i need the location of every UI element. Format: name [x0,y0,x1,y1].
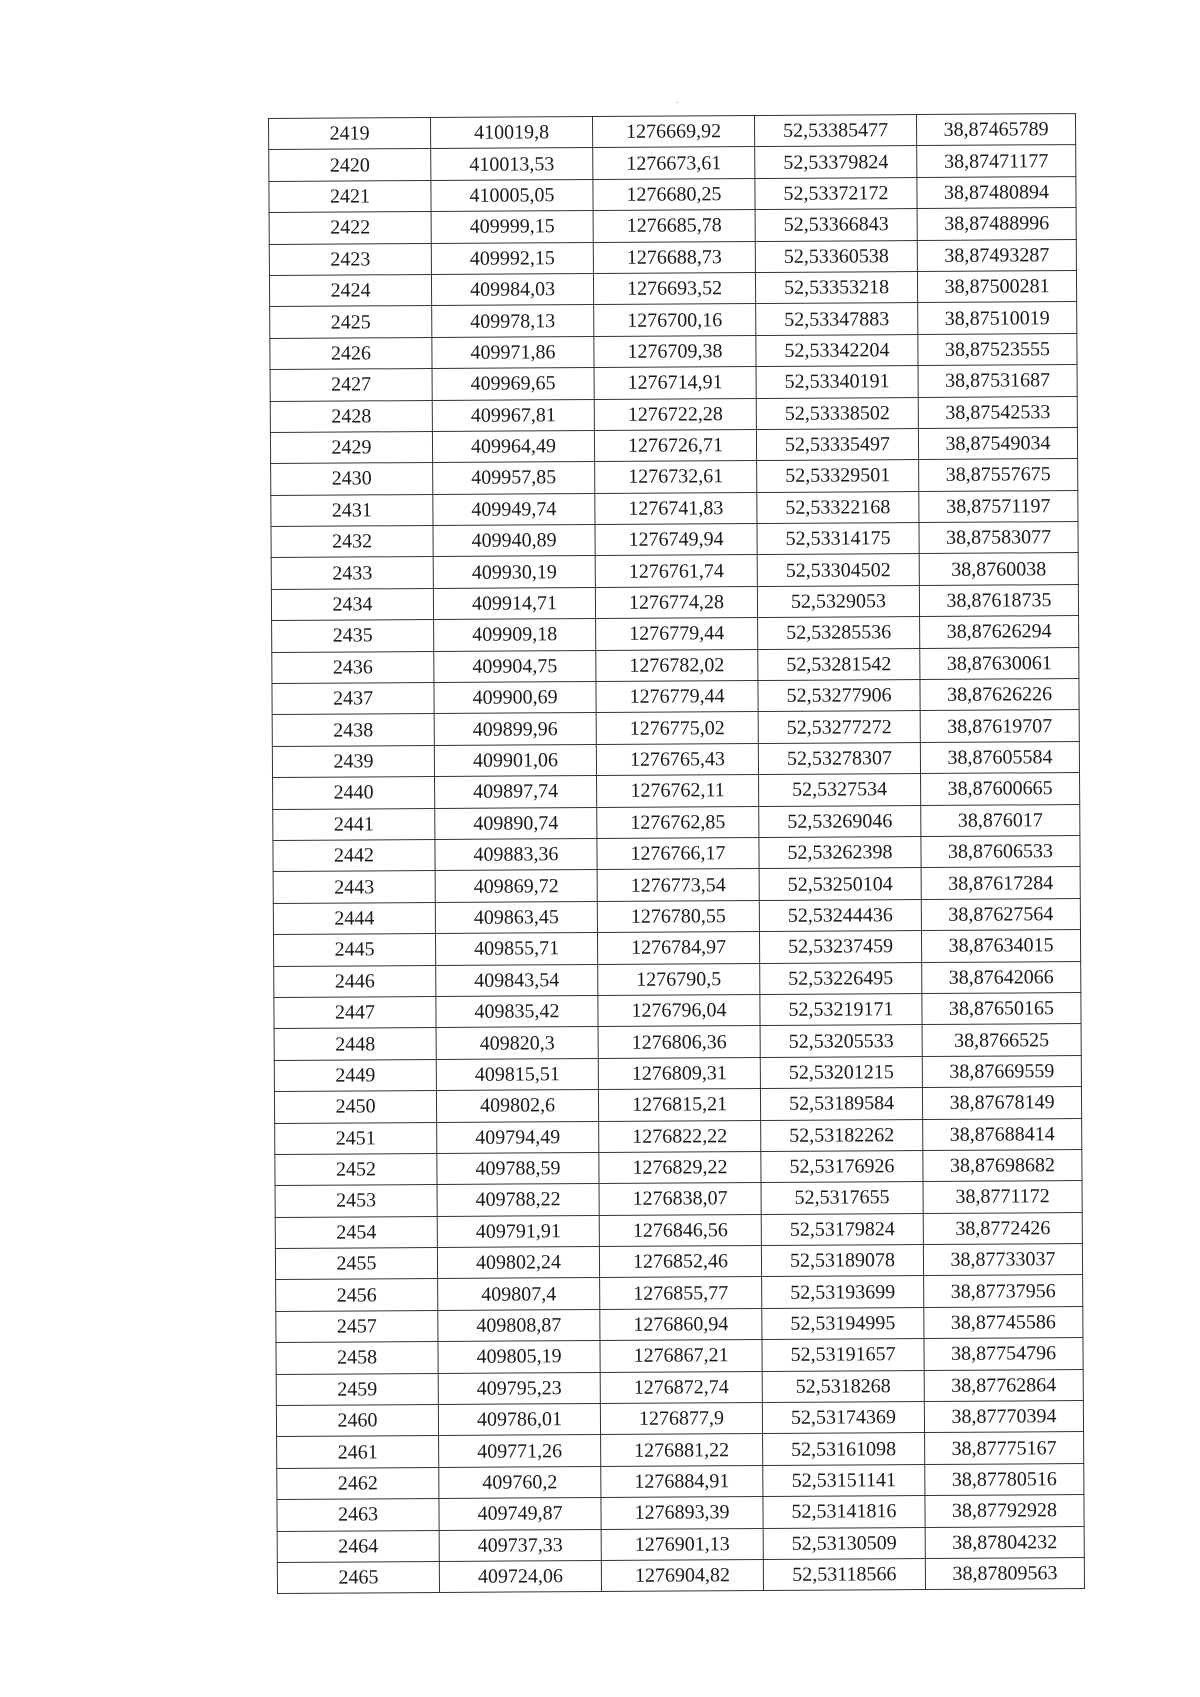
point-number-cell: 2425 [270,306,432,338]
point-number-cell: 2436 [272,651,434,683]
table-row [275,1118,1082,1154]
point-number-cell: 2450 [274,1091,436,1123]
x-coordinate-cell: 409724,06 [439,1560,601,1592]
longitude-cell: 38,87733037 [923,1244,1082,1276]
longitude-cell: 38,876017 [921,804,1080,836]
y-coordinate-cell: 1276765,43 [596,743,758,775]
longitude-cell: 38,87493287 [917,239,1076,271]
latitude-cell: 52,53335497 [756,428,918,460]
point-number-cell: 2437 [272,683,434,715]
y-coordinate-cell: 1276761,74 [595,555,757,587]
coordinate-table [268,113,1085,1594]
latitude-cell: 52,53226495 [760,962,922,994]
y-coordinate-cell: 1276782,02 [596,649,758,681]
x-coordinate-cell: 410013,53 [431,148,593,180]
point-number-cell: 2448 [274,1028,436,1060]
longitude-cell: 38,87642066 [922,961,1081,993]
y-coordinate-cell: 1276884,91 [601,1465,763,1497]
latitude-cell: 52,53151141 [763,1464,925,1496]
latitude-cell: 52,53342204 [756,334,918,366]
table-row [270,427,1077,463]
latitude-cell: 52,53244436 [759,899,921,931]
x-coordinate-cell: 409949,74 [433,493,595,525]
longitude-cell: 38,87480894 [917,176,1076,208]
x-coordinate-cell: 409786,01 [438,1404,600,1436]
longitude-cell: 38,87762864 [924,1369,1083,1401]
latitude-cell: 52,53250104 [759,868,921,900]
y-coordinate-cell: 1276669,92 [592,116,754,148]
x-coordinate-cell: 409820,3 [436,1027,598,1059]
latitude-cell: 52,53347883 [756,303,918,335]
table-row [275,1212,1082,1248]
table-row [276,1401,1083,1437]
x-coordinate-cell: 409992,15 [431,242,593,274]
longitude-cell: 38,87549034 [918,427,1077,459]
y-coordinate-cell: 1276796,04 [598,994,760,1026]
y-coordinate-cell: 1276722,28 [594,398,756,430]
latitude-cell: 52,53205533 [760,1025,922,1057]
x-coordinate-cell: 409940,89 [433,525,595,557]
y-coordinate-cell: 1276673,61 [593,147,755,179]
longitude-cell: 38,87471177 [917,145,1076,177]
latitude-cell: 52,53281542 [758,648,920,680]
y-coordinate-cell: 1276685,78 [593,210,755,242]
y-coordinate-cell: 1276749,94 [595,524,757,556]
point-number-cell: 2438 [272,714,434,746]
x-coordinate-cell: 409808,87 [438,1309,600,1341]
x-coordinate-cell: 409890,74 [435,807,597,839]
table-row [275,1244,1082,1280]
x-coordinate-cell: 409883,36 [435,838,597,870]
latitude-cell: 52,53130509 [763,1527,925,1559]
point-number-cell: 2441 [273,808,435,840]
x-coordinate-cell: 409749,87 [439,1498,601,1530]
table-row [275,1181,1082,1217]
x-coordinate-cell: 409978,13 [432,305,594,337]
point-number-cell: 2422 [269,212,431,244]
latitude-cell: 52,53340191 [756,366,918,398]
latitude-cell: 52,53285536 [758,617,920,649]
x-coordinate-cell: 409788,22 [437,1184,599,1216]
longitude-cell: 38,87775167 [925,1432,1084,1464]
longitude-cell: 38,87531687 [918,365,1077,397]
point-number-cell: 2460 [276,1404,438,1436]
y-coordinate-cell: 1276709,38 [594,335,756,367]
table-row [270,396,1077,432]
longitude-cell: 38,87698682 [923,1149,1082,1181]
x-coordinate-cell: 409737,33 [439,1529,601,1561]
latitude-cell: 52,53176926 [761,1150,923,1182]
y-coordinate-cell: 1276688,73 [593,241,755,273]
x-coordinate-cell: 409900,69 [434,682,596,714]
y-coordinate-cell: 1276904,82 [601,1559,763,1591]
table-row [273,773,1080,809]
x-coordinate-cell: 409984,03 [431,273,593,305]
latitude-cell: 52,53179824 [761,1213,923,1245]
latitude-cell: 52,53385477 [754,115,916,147]
point-number-cell: 2447 [274,996,436,1028]
longitude-cell: 38,87619707 [920,710,1079,742]
point-number-cell: 2455 [275,1248,437,1280]
latitude-cell: 52,53191657 [762,1339,924,1371]
y-coordinate-cell: 1276838,07 [599,1183,761,1215]
latitude-cell: 52,53118566 [763,1558,925,1590]
table-row [274,992,1081,1028]
longitude-cell: 38,8766525 [922,1024,1081,1056]
y-coordinate-cell: 1276846,56 [599,1214,761,1246]
longitude-cell: 38,87557675 [919,459,1078,491]
x-coordinate-cell: 409771,26 [439,1435,601,1467]
table-row [271,553,1078,589]
point-number-cell: 2434 [271,588,433,620]
longitude-cell: 38,87510019 [918,302,1077,334]
longitude-cell: 38,87634015 [921,930,1080,962]
y-coordinate-cell: 1276700,16 [594,304,756,336]
x-coordinate-cell: 409802,24 [437,1247,599,1279]
longitude-cell: 38,87500281 [917,271,1076,303]
table-row [269,208,1076,244]
table-row [271,522,1078,558]
longitude-cell: 38,87804232 [925,1526,1084,1558]
x-coordinate-cell: 409835,42 [436,995,598,1027]
table-row [271,584,1078,620]
x-coordinate-cell: 409914,71 [433,587,595,619]
latitude-cell: 52,53182262 [761,1119,923,1151]
latitude-cell: 52,53161098 [763,1433,925,1465]
table-row [273,898,1080,934]
latitude-cell: 52,5317655 [761,1182,923,1214]
longitude-cell: 38,87737956 [924,1275,1083,1307]
point-number-cell: 2452 [275,1153,437,1185]
y-coordinate-cell: 1276855,77 [600,1277,762,1309]
longitude-cell: 38,87465789 [916,114,1075,146]
longitude-cell: 38,87754796 [924,1338,1083,1370]
point-number-cell: 2431 [271,494,433,526]
latitude-cell: 52,53277906 [758,680,920,712]
x-coordinate-cell: 409909,18 [434,619,596,651]
y-coordinate-cell: 1276815,21 [598,1089,760,1121]
point-number-cell: 2463 [277,1499,439,1531]
point-number-cell: 2444 [273,902,435,934]
x-coordinate-cell: 409760,2 [439,1466,601,1498]
point-number-cell: 2423 [269,243,431,275]
latitude-cell: 52,53174369 [762,1402,924,1434]
latitude-cell: 52,5329053 [757,585,919,617]
longitude-cell: 38,87523555 [918,333,1077,365]
table-row [272,710,1079,746]
point-number-cell: 2451 [275,1122,437,1154]
table-row [273,836,1080,872]
latitude-cell: 52,53278307 [758,742,920,774]
x-coordinate-cell: 409855,71 [435,933,597,965]
x-coordinate-cell: 409930,19 [433,556,595,588]
point-number-cell: 2461 [277,1436,439,1468]
table-row [273,930,1080,966]
y-coordinate-cell: 1276762,85 [597,806,759,838]
y-coordinate-cell: 1276852,46 [599,1246,761,1278]
latitude-cell: 52,53360538 [755,240,917,272]
point-number-cell: 2419 [269,118,431,150]
latitude-cell: 52,53314175 [757,523,919,555]
latitude-cell: 52,53219171 [760,993,922,1025]
y-coordinate-cell: 1276867,21 [600,1340,762,1372]
table-row [277,1558,1084,1594]
latitude-cell: 52,53262398 [759,837,921,869]
point-number-cell: 2454 [275,1216,437,1248]
point-number-cell: 2428 [270,400,432,432]
x-coordinate-cell: 409869,72 [435,870,597,902]
point-number-cell: 2433 [271,557,433,589]
y-coordinate-cell: 1276775,02 [596,712,758,744]
x-coordinate-cell: 409791,91 [437,1215,599,1247]
table-row [277,1432,1084,1468]
y-coordinate-cell: 1276881,22 [601,1434,763,1466]
latitude-cell: 52,53269046 [759,805,921,837]
point-number-cell: 2439 [272,745,434,777]
point-number-cell: 2429 [270,431,432,463]
point-number-cell: 2430 [271,463,433,495]
longitude-cell: 38,87745586 [924,1306,1083,1338]
latitude-cell: 52,53338502 [756,397,918,429]
latitude-cell: 52,53141816 [763,1496,925,1528]
table-row [269,271,1076,307]
table-row [272,741,1079,777]
x-coordinate-cell: 409969,65 [432,368,594,400]
x-coordinate-cell: 409805,19 [438,1341,600,1373]
point-number-cell: 2432 [271,526,433,558]
y-coordinate-cell: 1276773,54 [597,869,759,901]
y-coordinate-cell: 1276766,17 [597,837,759,869]
table-row [270,365,1077,401]
latitude-cell: 52,53322168 [757,491,919,523]
table-row [272,647,1079,683]
table-row [272,679,1079,715]
latitude-cell: 52,53304502 [757,554,919,586]
latitude-cell: 52,53189584 [760,1088,922,1120]
point-number-cell: 2459 [276,1373,438,1405]
x-coordinate-cell: 409802,6 [436,1090,598,1122]
x-coordinate-cell: 409971,86 [432,336,594,368]
table-row [276,1369,1083,1405]
longitude-cell: 38,87688414 [923,1118,1082,1150]
x-coordinate-cell: 409863,45 [435,901,597,933]
y-coordinate-cell: 1276762,11 [597,775,759,807]
latitude-cell: 52,5318268 [762,1370,924,1402]
latitude-cell: 52,53194995 [762,1307,924,1339]
y-coordinate-cell: 1276732,61 [595,461,757,493]
point-number-cell: 2421 [269,180,431,212]
table-row [271,490,1078,526]
x-coordinate-cell: 409967,81 [432,399,594,431]
latitude-cell: 52,53329501 [757,460,919,492]
point-number-cell: 2446 [274,965,436,997]
table-row [275,1149,1082,1185]
y-coordinate-cell: 1276790,5 [598,963,760,995]
longitude-cell: 38,87600665 [921,773,1080,805]
x-coordinate-cell: 409899,96 [434,713,596,745]
x-coordinate-cell: 409897,74 [435,776,597,808]
table-row [269,176,1076,212]
point-number-cell: 2443 [273,871,435,903]
y-coordinate-cell: 1276822,22 [599,1120,761,1152]
table-row [274,1055,1081,1091]
x-coordinate-cell: 409795,23 [438,1372,600,1404]
table-row [274,961,1081,997]
longitude-cell: 38,8771172 [923,1181,1082,1213]
table-row [273,867,1080,903]
y-coordinate-cell: 1276714,91 [594,367,756,399]
longitude-cell: 38,87542533 [918,396,1077,428]
longitude-cell: 38,87617284 [921,867,1080,899]
x-coordinate-cell: 410019,8 [431,117,593,149]
y-coordinate-cell: 1276693,52 [593,272,755,304]
point-number-cell: 2464 [277,1530,439,1562]
latitude-cell: 52,53353218 [755,271,917,303]
y-coordinate-cell: 1276774,28 [595,586,757,618]
y-coordinate-cell: 1276780,55 [597,900,759,932]
table-row [277,1463,1084,1499]
point-number-cell: 2465 [277,1561,439,1593]
longitude-cell: 38,87583077 [919,522,1078,554]
latitude-cell: 52,53237459 [759,931,921,963]
longitude-cell: 38,87605584 [920,741,1079,773]
latitude-cell: 52,53372172 [755,177,917,209]
table-row [270,302,1077,338]
point-number-cell: 2458 [276,1342,438,1374]
point-number-cell: 2427 [270,369,432,401]
point-number-cell: 2462 [277,1467,439,1499]
point-number-cell: 2424 [269,274,431,306]
latitude-cell: 52,5327534 [759,774,921,806]
table-row [269,239,1076,275]
point-number-cell: 2453 [275,1185,437,1217]
table-row [271,459,1078,495]
coordinate-table-body [269,114,1085,1594]
x-coordinate-cell: 409788,59 [437,1152,599,1184]
longitude-cell: 38,87571197 [919,490,1078,522]
y-coordinate-cell: 1276877,9 [600,1403,762,1435]
table-row [270,333,1077,369]
longitude-cell: 38,87770394 [924,1401,1083,1433]
longitude-cell: 38,87626226 [920,679,1079,711]
point-number-cell: 2457 [276,1310,438,1342]
longitude-cell: 38,87488996 [917,208,1076,240]
table-row [276,1275,1083,1311]
longitude-cell: 38,87627564 [921,898,1080,930]
y-coordinate-cell: 1276806,36 [598,1026,760,1058]
y-coordinate-cell: 1276893,39 [601,1497,763,1529]
y-coordinate-cell: 1276726,71 [594,429,756,461]
longitude-cell: 38,87626294 [920,616,1079,648]
point-number-cell: 2440 [273,777,435,809]
y-coordinate-cell: 1276829,22 [599,1151,761,1183]
x-coordinate-cell: 410005,05 [431,179,593,211]
y-coordinate-cell: 1276680,25 [593,178,755,210]
longitude-cell: 38,87780516 [925,1463,1084,1495]
x-coordinate-cell: 409999,15 [431,211,593,243]
longitude-cell: 38,87678149 [922,1087,1081,1119]
latitude-cell: 52,53189078 [761,1245,923,1277]
longitude-cell: 38,87792928 [925,1495,1084,1527]
table-row [274,1087,1081,1123]
longitude-cell: 38,87630061 [920,647,1079,679]
longitude-cell: 38,8772426 [923,1212,1082,1244]
longitude-cell: 38,87809563 [925,1558,1084,1590]
table-row [273,804,1080,840]
table-row [276,1338,1083,1374]
longitude-cell: 38,8760038 [919,553,1078,585]
x-coordinate-cell: 409807,4 [438,1278,600,1310]
y-coordinate-cell: 1276784,97 [597,932,759,964]
latitude-cell: 52,53277272 [758,711,920,743]
latitude-cell: 52,53201215 [760,1056,922,1088]
table-row [276,1306,1083,1342]
x-coordinate-cell: 409901,06 [434,744,596,776]
longitude-cell: 38,87669559 [922,1055,1081,1087]
x-coordinate-cell: 409843,54 [436,964,598,996]
x-coordinate-cell: 409904,75 [434,650,596,682]
point-number-cell: 2449 [274,1059,436,1091]
x-coordinate-cell: 409964,49 [432,430,594,462]
latitude-cell: 52,53193699 [762,1276,924,1308]
longitude-cell: 38,87606533 [921,836,1080,868]
x-coordinate-cell: 409794,49 [437,1121,599,1153]
y-coordinate-cell: 1276872,74 [600,1371,762,1403]
scan-speck [676,102,678,103]
x-coordinate-cell: 409815,51 [436,1058,598,1090]
y-coordinate-cell: 1276741,83 [595,492,757,524]
longitude-cell: 38,87618735 [919,584,1078,616]
y-coordinate-cell: 1276779,44 [596,618,758,650]
y-coordinate-cell: 1276901,13 [601,1528,763,1560]
x-coordinate-cell: 409957,85 [433,462,595,494]
table-row [274,1024,1081,1060]
point-number-cell: 2435 [272,620,434,652]
point-number-cell: 2420 [269,149,431,181]
point-number-cell: 2442 [273,839,435,871]
table-row [277,1495,1084,1531]
y-coordinate-cell: 1276860,94 [600,1308,762,1340]
point-number-cell: 2426 [270,337,432,369]
point-number-cell: 2456 [276,1279,438,1311]
longitude-cell: 38,87650165 [922,992,1081,1024]
table-row [272,616,1079,652]
table-row [269,114,1076,150]
table-row [269,145,1076,181]
y-coordinate-cell: 1276809,31 [598,1057,760,1089]
y-coordinate-cell: 1276779,44 [596,681,758,713]
latitude-cell: 52,53379824 [755,146,917,178]
table-row [277,1526,1084,1562]
latitude-cell: 52,53366843 [755,209,917,241]
point-number-cell: 2445 [273,934,435,966]
